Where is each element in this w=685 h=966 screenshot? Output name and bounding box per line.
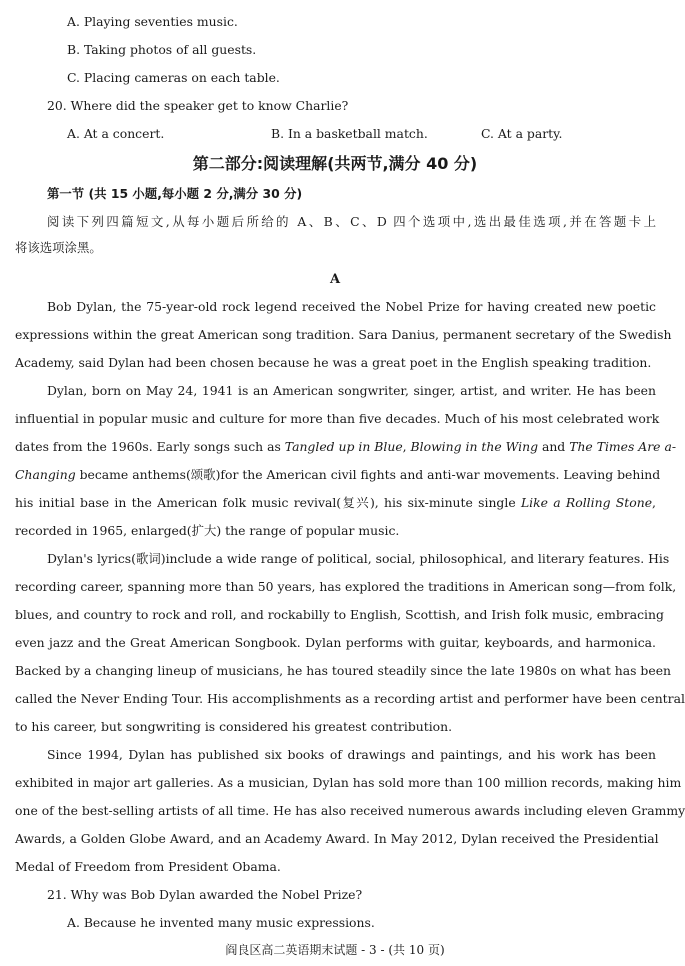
p4-line-1: Since 1994, Dylan has published six books of drawings and paintings, and his work has been [47, 747, 656, 762]
p3-line-6: called the Never Ending Tour. His accomplishments as a recording artist and performer have been central [15, 691, 685, 706]
p4-line-4: Awards, a Golden Globe Award, and an Academy Award. In May 2012, Dylan received the Presidential [15, 831, 659, 846]
p2-line-4 [15, 465, 661, 485]
p4-line-2: exhibited in major art galleries. As a musician, Dylan has sold more than 100 million records, making him [15, 775, 682, 790]
song-title-times-1: The Times Are a- [569, 439, 677, 454]
p2-line-1: Dylan, born on May 24, 1941 is an American songwriter, singer, artist, and writer. He has been [47, 383, 656, 398]
q20-question: 20. Where did the speaker get to know Charlie? [47, 98, 349, 113]
q20-option-b: B. In a basketball match. [271, 126, 428, 141]
p2-line-3 [15, 437, 677, 457]
p1-line-2: expressions within the great American song tradition. Sara Danius, permanent secretary of the Swedish [15, 327, 672, 342]
part2-title: 第二部分:阅读理解(共两节,满分 40 分) [192, 154, 478, 173]
p1-line-1: Bob Dylan, the 75-year-old rock legend received the Nobel Prize for having created new poetic [47, 299, 656, 314]
p2-line-3-text-a: dates from the 1960s. Early songs such as [15, 439, 285, 454]
song-title-blowing: Blowing in the Wing [410, 439, 538, 454]
q19-option-c: C. Placing cameras on each table. [67, 70, 280, 85]
p3-line-7: to his career, but songwriting is considered his greatest contribution. [15, 719, 453, 734]
p4-line-5: Medal of Freedom from President Obama. [15, 859, 281, 874]
instructions-line-2: 将该选项涂黑。 [15, 240, 102, 255]
section1-heading: 第一节 (共 15 小题,每小题 2 分,满分 30 分) [47, 186, 303, 201]
q20-option-c: C. At a party. [481, 126, 563, 141]
p4-line-3: one of the best-selling artists of all time. He has also received numerous awards including eleven Grammy [15, 803, 685, 818]
p2-line-6: recorded in 1965, enlarged(扩大) the range of popular music. [15, 523, 400, 538]
passage-letter: A [329, 272, 341, 287]
p3-line-2: recording career, spanning more than 50 years, has explored the traditions in American song—from folk, [15, 579, 677, 594]
p2-line-5-text-b: , [652, 495, 656, 510]
p3-line-5: Backed by a changing lineup of musicians, he has toured steadily since the late 1980s on what has been [15, 663, 672, 678]
p2-line-3-text-b: , [402, 439, 411, 454]
p2-line-5 [15, 493, 656, 513]
q19-option-b: B. Taking photos of all guests. [67, 42, 257, 57]
q19-option-a: A. Playing seventies music. [67, 14, 238, 29]
song-title-tangled: Tangled up in Blue [284, 439, 403, 454]
q20-option-a: A. At a concert. [67, 126, 165, 141]
page-footer: 阎良区高二英语期末试题 - 3 - (共 10 页) [225, 943, 445, 957]
p2-line-5-text-a: his initial base in the American folk music revival(复兴), his six-minute single [15, 495, 521, 510]
p1-line-3: Academy, said Dylan had been chosen because he was a great poet in the English speaking tradition. [15, 355, 652, 370]
p3-line-4: even jazz and the Great American Songbook. Dylan performs with guitar, keyboards, and harmonica. [15, 635, 656, 650]
p3-line-3: blues, and country to rock and roll, and rockabilly to English, Scottish, and Irish folk music, embracing [15, 607, 664, 622]
song-title-rolling-stone: Like a Rolling Stone [520, 495, 653, 510]
song-title-times-2: Changing [15, 467, 76, 482]
instructions-line-1: 阅读下列四篇短文,从每小题后所给的 A、B、C、D 四个选项中,选出最佳选项,并在答题卡上 [47, 214, 656, 229]
p2-line-2: influential in popular music and culture for more than five decades. Much of his most celebrated work [15, 411, 660, 426]
p2-line-4-text: became anthems(颂歌)for the American civil fights and anti-war movements. Leaving behind [75, 467, 661, 482]
p2-line-3-text-c: and [538, 439, 570, 454]
q21-option-a: A. Because he invented many music expressions. [67, 915, 375, 930]
p3-line-1: Dylan's lyrics(歌词)include a wide range of political, social, philosophical, and literary features. His [47, 551, 670, 566]
q21-question: 21. Why was Bob Dylan awarded the Nobel Prize? [47, 887, 363, 902]
